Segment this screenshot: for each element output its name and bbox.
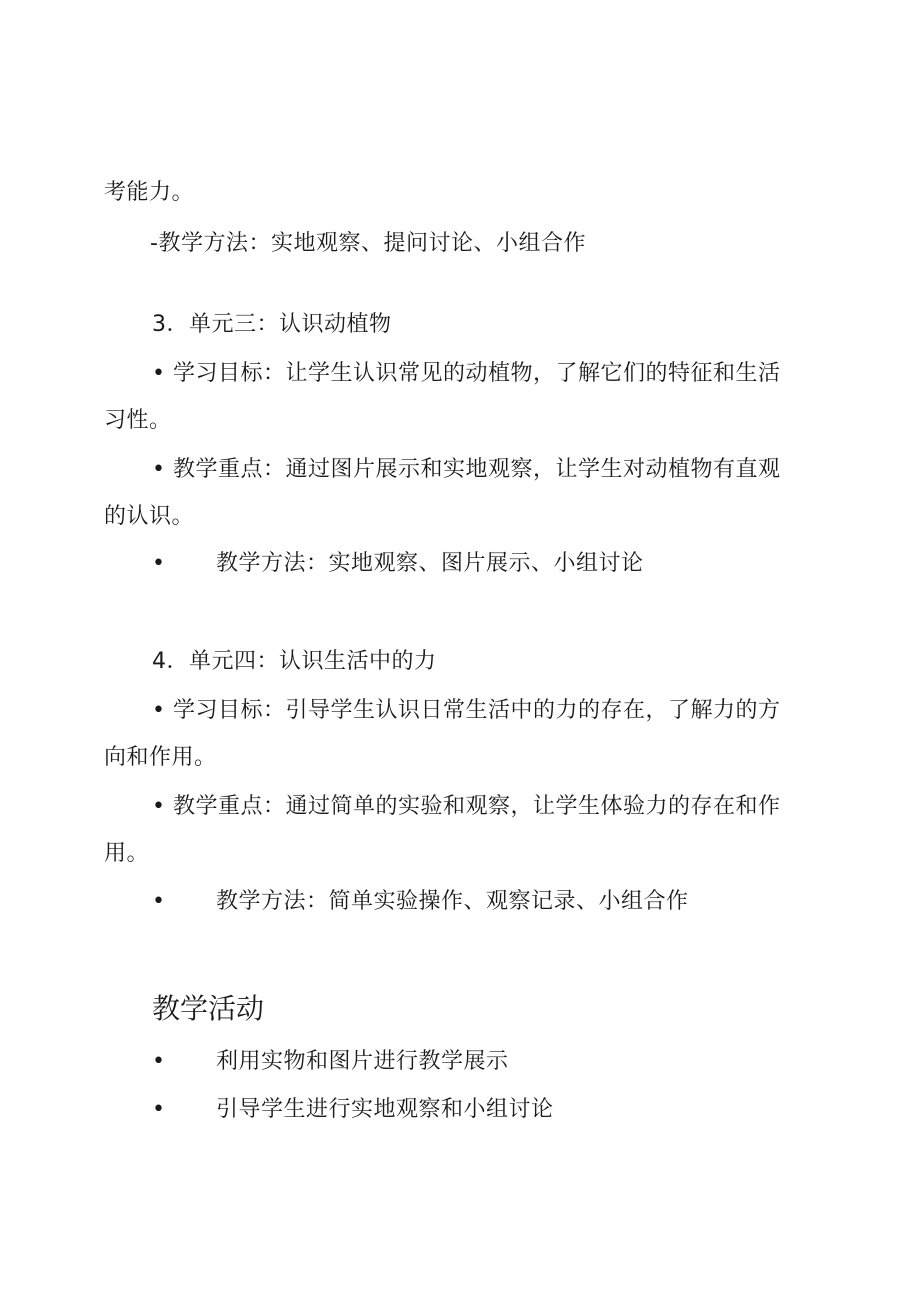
unit3-method-bullet: •: [152, 551, 165, 576]
unit3-focus-line2: 的认识。: [104, 504, 195, 529]
section-heading-activities: 教学活动: [152, 992, 265, 1025]
unit3-goal-line2: 习性。: [104, 408, 172, 433]
unit3-method: 教学方法：实地观察、图片展示、小组讨论: [216, 551, 644, 576]
unit3-title: 3．单元三：认识动植物: [152, 312, 392, 337]
unit3-focus-line1: • 教学重点：通过图片展示和实地观察，让学生对动植物有直观: [152, 457, 781, 482]
teaching-method-line: -教学方法：实地观察、提问讨论、小组合作: [150, 231, 586, 256]
unit4-method-bullet: •: [152, 889, 165, 914]
activity-item: 引导学生进行实地观察和小组讨论: [216, 1097, 554, 1122]
activity-bullet: •: [152, 1049, 165, 1074]
unit4-title: 4．单元四：认识生活中的力: [152, 649, 437, 674]
activity-item: 利用实物和图片进行教学展示: [216, 1049, 509, 1074]
unit3-goal-line1: • 学习目标：让学生认识常见的动植物，了解它们的特征和生活: [152, 361, 781, 386]
activity-bullet: •: [152, 1097, 165, 1122]
unit4-goal-line2: 向和作用。: [104, 745, 217, 770]
unit4-focus-line2: 用。: [104, 841, 150, 866]
unit4-focus-line1: • 教学重点：通过简单的实验和观察，让学生体验力的存在和作: [152, 794, 781, 819]
paragraph-continuation: 考能力。: [104, 180, 195, 205]
unit4-method: 教学方法：简单实验操作、观察记录、小组合作: [216, 889, 689, 914]
unit4-goal-line1: • 学习目标：引导学生认识日常生活中的力的存在，了解力的方: [152, 698, 781, 723]
